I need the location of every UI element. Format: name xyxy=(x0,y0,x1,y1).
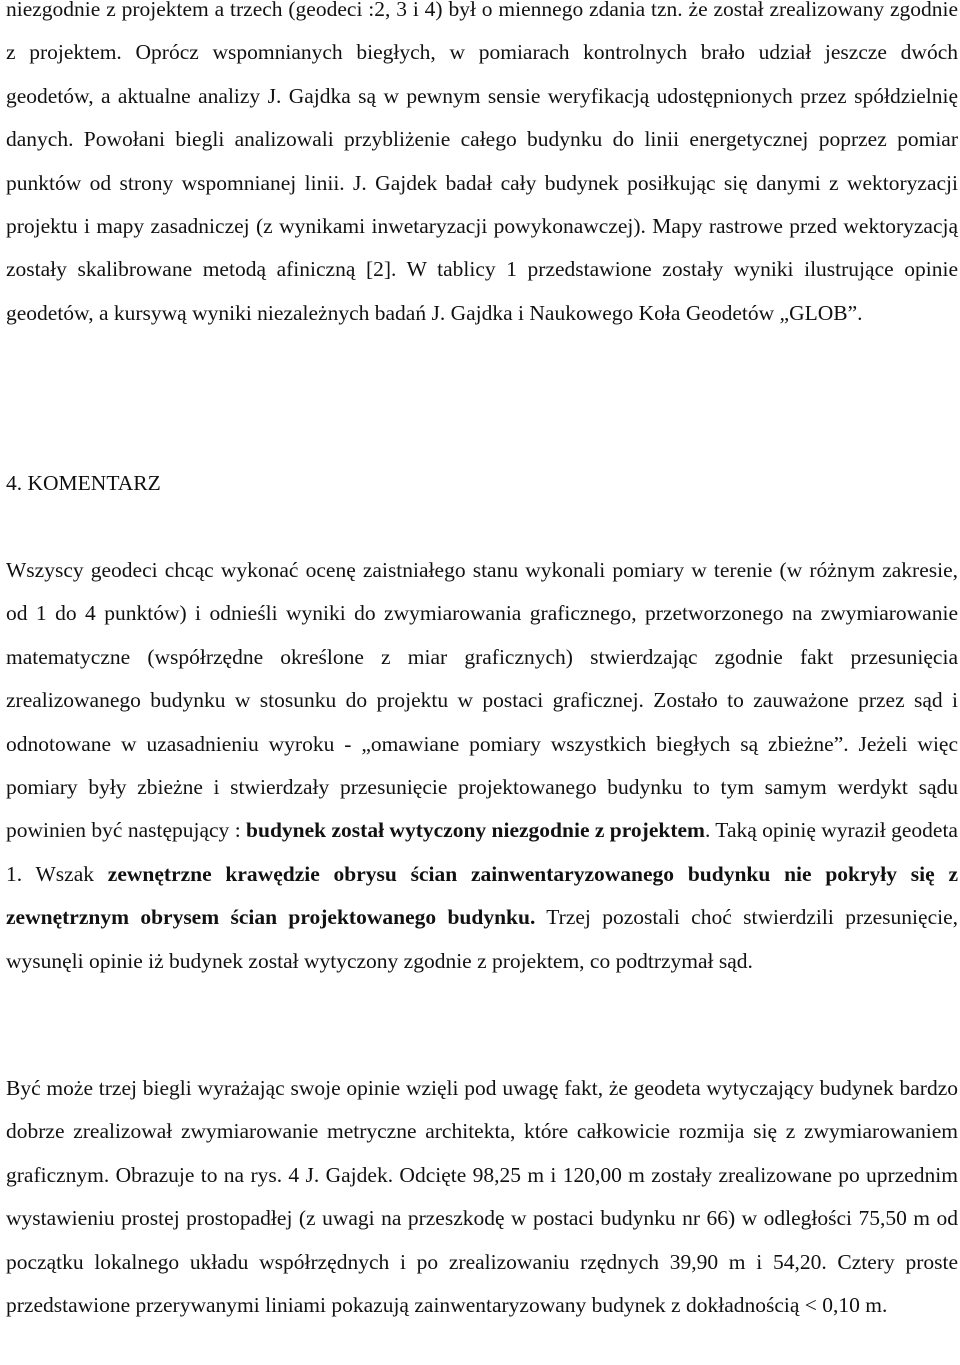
paragraph-komentarz-bold-1: budynek został wytyczony niezgodnie z projektem xyxy=(246,818,705,843)
paragraph-komentarz xyxy=(6,549,958,983)
paragraph-komentarz-text-1: Wszyscy geodeci chcąc wykonać ocenę zaistniałego stanu wykonali pomiary w terenie (w różnym zakresie, od 1 do 4 punktów) i odnieśli wyniki do zwymiarowania graficznego, przetworzonego na zwymiarowanie matematyczne (współrzędne określone z miar graficznych) stwierdzając zgodnie fakt przesunięcia zrealizowanego budynku w stosunku do projektu w postaci graficznej. Zostało to zauważone przez sąd i odnotowane w uzasadnieniu wyroku - „omawiane pomiary wszystkich biegłych są zbieżne”. Jeżeli więc pomiary były zbieżne i stwierdzały przesunięcie projektowanego budynku to tym samym werdykt sądu powinien być następujący : xyxy=(6,558,958,843)
paragraph-geodeci-opinie: niezgodnie z projektem a trzech (geodeci :2, 3 i 4) był o miennego zdania tzn. że został zrealizowany zgodnie z projektem. Oprócz wspomnianych biegłych, w pomiarach kontrolnych brało udział jeszcze dwóch geodetów, a aktualne analizy J. Gajdka są w pewnym sensie weryfikacją udostępnionych przez spółdzielnię danych. Powołani biegli analizowali przybliżenie całego budynku do linii energetycznej poprzez pomiar punktów od strony wspomnianej linii. J. Gajdek badał cały budynek posiłkując się danymi z wektoryzacji projektu i mapy zasadniczej (z wynikami inwetaryzacji powykonawczej). Mapy rastrowe przed wektoryzacją zostały skalibrowane metodą afiniczną [2]. W tablicy 1 przedstawione zostały wyniki ilustrujące opinie geodetów, a kursywą wyniki niezależnych badań J. Gajdka i Naukowego Koła Geodetów „GLOB”. xyxy=(6,0,958,325)
paragraph-komentarz-text-3: Trzej pozostali choć stwierdzili przesunięcie, wysunęli opinie iż budynek został wytyczony zgodnie z projektem, co podtrzymał sąd. xyxy=(6,905,959,973)
section-heading-komentarz: 4. KOMENTARZ xyxy=(6,471,161,495)
paragraph-komentarz-text-2: . Taką opinię wyraził geodeta 1. Wszak xyxy=(6,818,958,886)
paragraph-trzej-biegli: Być może trzej biegli wyrażając swoje opinie wzięli pod uwagę fakt, że geodeta wytyczający budynek bardzo dobrze zrealizował zwymiarowanie metryczne architekta, które całkowicie rozmija się z zwymiarowaniem graficznym. Obrazuje to na rys. 4 J. Gajdek. Odcięte 98,25 m i 120,00 m zostały zrealizowane po uprzednim wystawieniu prostej prostopadłej (z uwagi na przeszkodę w postaci budynku nr 66) w odległości 75,50 m od początku lokalnego układu współrzędnych i po zrealizowaniu rzędnych 39,90 m i 54,20. Cztery proste przedstawione przerywanymi liniami pokazują zainwentaryzowany budynek z dokładnością < 0,10 m. xyxy=(6,1076,958,1318)
paragraph-komentarz-bold-2: zewnętrzne krawędzie obrysu ścian zainwentaryzowanego budynku nie pokryły się z zewnętrznym obrysem ścian projektowanego budynku. xyxy=(6,861,959,930)
